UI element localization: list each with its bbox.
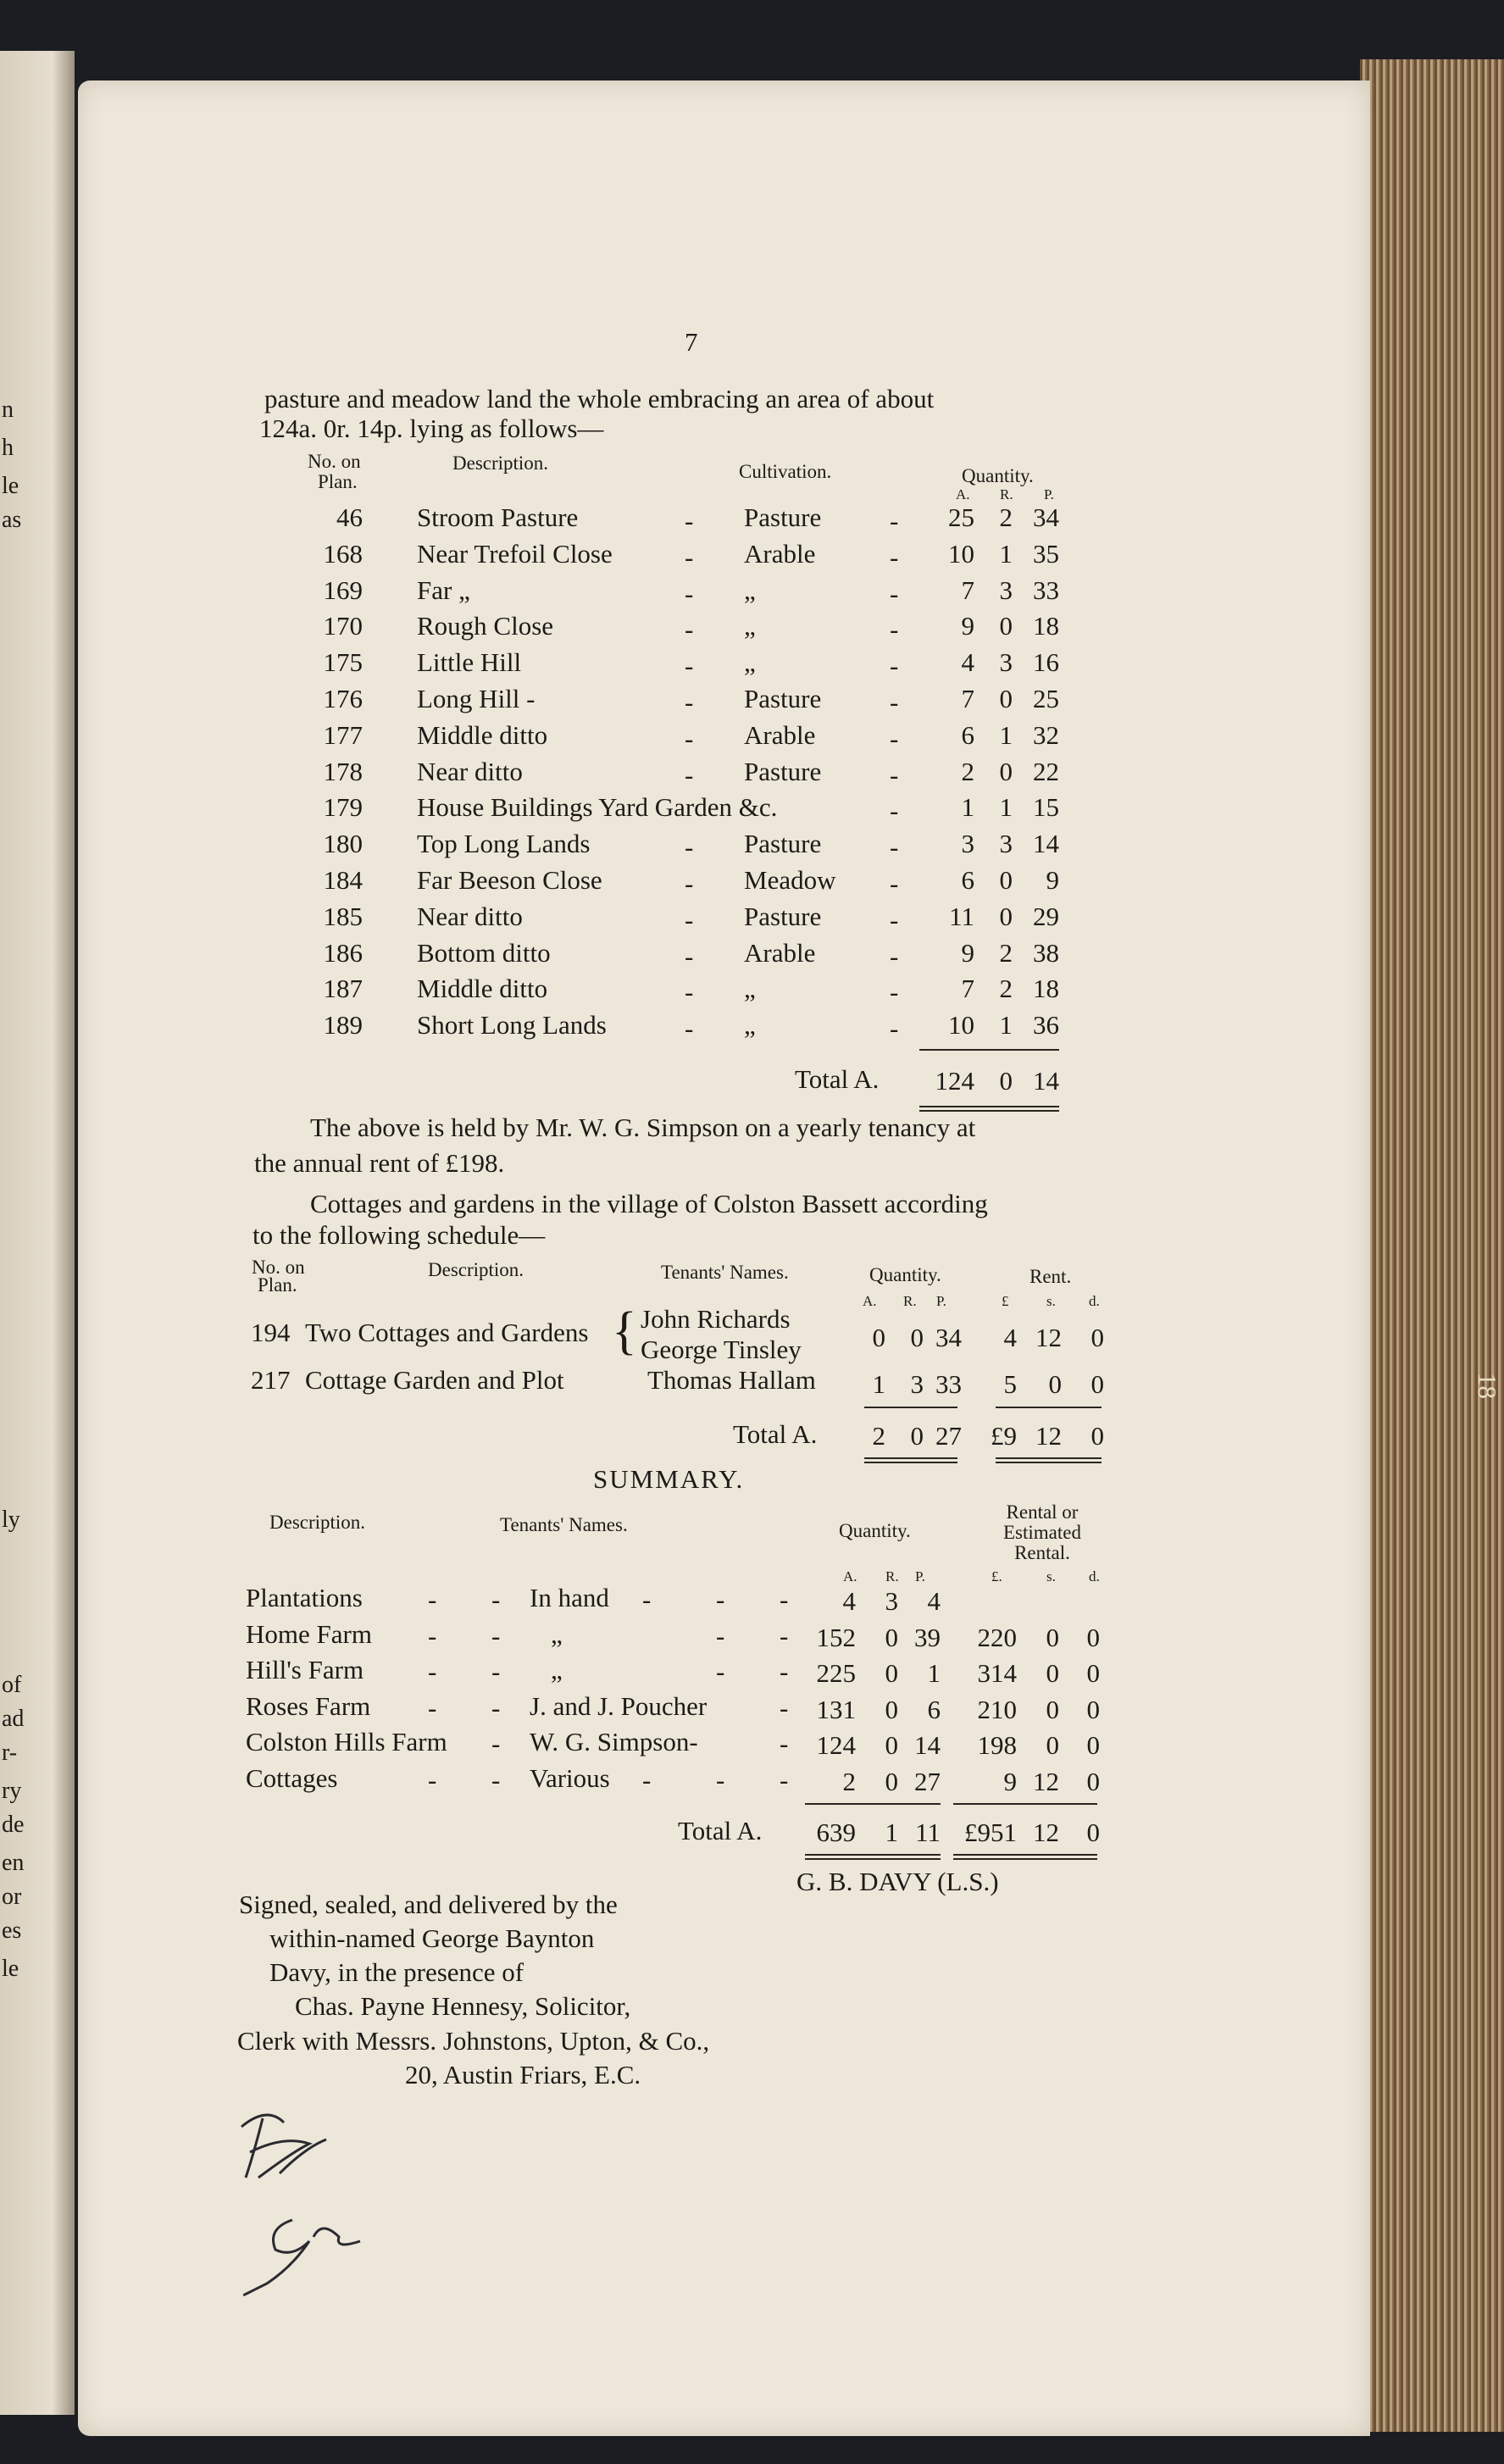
leader-dash: - <box>890 1013 899 1044</box>
rent-pounds: 5 <box>1003 1369 1017 1399</box>
qty-perches: 4 <box>927 1586 941 1616</box>
attestation-line: Signed, sealed, and delivered by the <box>239 1890 618 1919</box>
facing-page-text: r- <box>2 1740 18 1766</box>
header-s: s. <box>1046 1568 1056 1584</box>
description: Plantations <box>246 1583 363 1612</box>
qty-acres: 25 <box>948 502 974 532</box>
header-plan: Plan. <box>318 471 358 492</box>
qty-perches: 36 <box>1033 1010 1059 1041</box>
rent-pence: 0 <box>1086 1622 1100 1652</box>
leader-dash: - <box>780 1692 789 1723</box>
leader-dash: - <box>685 541 694 572</box>
facing-page-text: ly <box>2 1507 20 1533</box>
rent-pounds: 210 <box>977 1694 1017 1724</box>
leader-dash: - <box>491 1620 501 1651</box>
plan-number: 178 <box>323 756 363 786</box>
intro-line: pasture and meadow land the whole embracing an area of about <box>264 384 935 413</box>
seal-text: G. B. DAVY (L.S.) <box>796 1867 999 1896</box>
leader-dash: - <box>491 1729 501 1758</box>
cultivation: Arable <box>744 719 816 750</box>
description: Cottages <box>246 1762 338 1793</box>
leader-dash: - <box>890 941 899 971</box>
facing-page-text: le <box>2 473 19 499</box>
qty-acres: 7 <box>961 974 974 1004</box>
description: Home Farm <box>246 1618 372 1649</box>
description: House Buildings Yard Garden &c. <box>417 792 778 823</box>
qty-acres: 7 <box>961 574 974 605</box>
description: Top Long Lands <box>417 829 591 859</box>
qty-perches: 29 <box>1033 901 1059 931</box>
rent-pounds: 4 <box>1003 1323 1017 1352</box>
description: Two Cottages and Gardens <box>305 1318 589 1347</box>
qty-acres: 6 <box>961 865 974 895</box>
leader-dash: - <box>685 1013 694 1044</box>
leader-dash: - <box>685 578 694 608</box>
leader-dash: - <box>890 614 899 645</box>
header-r: R. <box>885 1568 899 1584</box>
qty-acres: 131 <box>816 1694 856 1724</box>
total-roods: 0 <box>910 1421 924 1451</box>
leader-dash: - <box>428 1620 437 1651</box>
leader-dash: - <box>890 977 899 1007</box>
rent-pence: 0 <box>1091 1323 1104 1352</box>
total-perches: 14 <box>1033 1066 1059 1096</box>
header-p: P. <box>915 1568 925 1584</box>
qty-perches: 39 <box>914 1622 941 1652</box>
attestation-line: 20, Austin Friars, E.C. <box>405 2060 641 2089</box>
leader-dash: - <box>428 1764 437 1795</box>
leader-dash: - <box>642 1764 652 1795</box>
leader-dash: - <box>491 1657 501 1686</box>
leader-dash: - <box>780 1657 789 1686</box>
leader-dash: - <box>890 759 899 790</box>
leader-dash: - <box>890 687 899 717</box>
qty-acres: 4 <box>842 1586 856 1616</box>
plan-number: 186 <box>323 937 363 968</box>
leader-dash: - <box>716 1764 725 1795</box>
header-p: P. <box>1044 486 1054 502</box>
plan-number: 180 <box>323 829 363 859</box>
plan-number: 168 <box>323 538 363 569</box>
rent-pounds: 9 <box>1003 1766 1017 1796</box>
leader-dash: - <box>685 651 694 681</box>
header-p: P. <box>936 1293 946 1309</box>
tenant-name: „ <box>551 1618 563 1649</box>
qty-roods: 0 <box>999 611 1013 641</box>
attestation-line: Davy, in the presence of <box>269 1957 524 1987</box>
qty-acres: 9 <box>961 937 974 968</box>
cultivation: „ <box>744 611 756 641</box>
leader-dash: - <box>780 1584 789 1614</box>
description: Far Beeson Close <box>417 865 602 895</box>
rent-pence: 0 <box>1086 1658 1100 1688</box>
qty-perches: 22 <box>1033 756 1059 786</box>
rule <box>953 1803 1097 1805</box>
page-edges <box>1360 59 1504 2432</box>
leader-dash: - <box>890 506 899 536</box>
leader-dash: - <box>642 1584 652 1614</box>
description: Cottage Garden and Plot <box>305 1365 564 1395</box>
cultivation: Pasture <box>744 829 822 859</box>
qty-roods: 1 <box>999 538 1013 569</box>
total-label: Total A. <box>795 1064 880 1094</box>
qty-acres: 6 <box>961 719 974 750</box>
qty-perches: 27 <box>914 1766 941 1796</box>
qty-roods: 3 <box>999 647 1013 678</box>
tenant-name: J. and J. Poucher <box>530 1690 708 1721</box>
qty-acres: 225 <box>816 1658 856 1688</box>
leader-dash: - <box>890 869 899 898</box>
leader-dash: - <box>491 1764 501 1795</box>
description: Near ditto <box>417 756 523 786</box>
plan-number: 175 <box>323 647 363 678</box>
leader-dash: - <box>428 1692 437 1723</box>
header-rent: Rent. <box>1029 1266 1072 1287</box>
qty-roods: 3 <box>999 574 1013 605</box>
header-cultivation: Cultivation. <box>739 461 832 482</box>
leader-dash: - <box>685 977 694 1007</box>
qty-acres: 11 <box>949 901 974 931</box>
cultivation: „ <box>744 574 756 605</box>
qty-acres: 10 <box>948 538 974 569</box>
qty-roods: 1 <box>999 1010 1013 1041</box>
facing-page-text: ad <box>2 1706 25 1732</box>
rule <box>805 1854 941 1860</box>
tenant-name: „ <box>551 1655 563 1684</box>
qty-roods: 0 <box>885 1622 898 1652</box>
header-a: A. <box>956 486 970 502</box>
qty-perches: 34 <box>935 1323 962 1352</box>
cultivation: Arable <box>744 538 816 569</box>
rule <box>919 1049 1059 1051</box>
total-acres: 124 <box>935 1066 974 1096</box>
qty-roods: 0 <box>885 1694 898 1724</box>
intro-line: 124a. 0r. 14p. lying as follows— <box>259 413 604 443</box>
qty-roods: 0 <box>885 1658 898 1688</box>
qty-perches: 18 <box>1033 974 1059 1004</box>
total-acres: 2 <box>872 1421 885 1451</box>
description: Little Hill <box>417 647 522 678</box>
qty-perches: 32 <box>1033 719 1059 750</box>
description: Bottom ditto <box>417 937 551 968</box>
qty-acres: 152 <box>816 1622 856 1652</box>
plan-number: 177 <box>323 719 363 750</box>
qty-perches: 33 <box>935 1369 962 1399</box>
qty-acres: 0 <box>872 1323 885 1352</box>
rent-pounds: 314 <box>977 1658 1017 1688</box>
tenancy-line: the annual rent of £198. <box>254 1148 505 1178</box>
qty-perches: 35 <box>1033 538 1059 569</box>
plan-number: 185 <box>323 901 363 931</box>
qty-roods: 1 <box>999 792 1013 823</box>
description: Near ditto <box>417 901 523 931</box>
cultivation: Pasture <box>744 502 822 532</box>
description: Far „ <box>417 574 470 605</box>
qty-perches: 14 <box>914 1730 941 1760</box>
leader-dash: - <box>890 578 899 608</box>
attestation-line: within-named George Baynton <box>269 1923 595 1953</box>
qty-roods: 1 <box>999 719 1013 750</box>
rule <box>864 1407 957 1408</box>
header-rental: Rental or <box>1006 1501 1079 1523</box>
facing-page-text: de <box>2 1812 25 1838</box>
attestation-line: Clerk with Messrs. Johnstons, Upton, & Co., <box>237 2026 710 2056</box>
qty-roods: 0 <box>999 756 1013 786</box>
cottages-line: Cottages and gardens in the village of Colston Bassett according <box>310 1189 988 1218</box>
description: Rough Close <box>417 611 554 641</box>
header-description: Description. <box>428 1259 524 1280</box>
qty-acres: 9 <box>961 611 974 641</box>
description: Near Trefoil Close <box>417 538 613 569</box>
rent-shillings: 0 <box>1046 1658 1059 1688</box>
spine-label: 18 <box>1473 1373 1502 1399</box>
cottages-line: to the following schedule— <box>253 1220 546 1250</box>
plan-number: 189 <box>323 1010 363 1041</box>
leader-dash: - <box>491 1692 501 1723</box>
total-pence: 0 <box>1086 1817 1100 1847</box>
qty-perches: 1 <box>927 1658 941 1688</box>
cultivation: Pasture <box>744 901 822 931</box>
qty-roods: 0 <box>999 865 1013 895</box>
rent-pounds: 220 <box>977 1622 1017 1652</box>
total-pounds: £951 <box>964 1817 1017 1847</box>
left-brace: { <box>612 1302 637 1360</box>
qty-roods: 3 <box>999 829 1013 859</box>
total-label: Total A. <box>678 1816 763 1845</box>
qty-perches: 38 <box>1033 937 1059 968</box>
leader-dash: - <box>491 1584 501 1614</box>
tenant-name: Various <box>530 1762 610 1793</box>
header-description: Description. <box>452 452 549 474</box>
plan-number: 187 <box>323 974 363 1004</box>
header-rental: Rental. <box>1014 1542 1070 1563</box>
leader-dash: - <box>890 723 899 753</box>
rule <box>805 1803 941 1805</box>
tenant-name: In hand <box>530 1583 609 1612</box>
rent-shillings: 0 <box>1048 1369 1062 1399</box>
rent-pence: 0 <box>1086 1766 1100 1796</box>
leader-dash: - <box>890 541 899 572</box>
qty-perches: 15 <box>1033 792 1059 823</box>
rent-shillings: 0 <box>1046 1622 1059 1652</box>
leader-dash: - <box>428 1584 437 1614</box>
plan-number: 194 <box>251 1318 291 1347</box>
qty-roods: 2 <box>999 974 1013 1004</box>
handwritten-initials <box>229 2101 373 2305</box>
cultivation: „ <box>744 974 756 1004</box>
leader-dash: - <box>890 796 899 826</box>
description: Long Hill - <box>417 684 536 713</box>
header-pounds: £. <box>991 1568 1002 1584</box>
leader-dash: - <box>716 1584 725 1614</box>
facing-page-text: as <box>2 507 22 533</box>
header-a: A. <box>843 1568 857 1584</box>
header-pounds: £ <box>1002 1293 1009 1309</box>
rule <box>996 1457 1102 1463</box>
description: Middle ditto <box>417 719 548 750</box>
leader-dash: - <box>780 1729 789 1758</box>
description: Middle ditto <box>417 974 548 1004</box>
facing-page-text: h <box>2 435 14 461</box>
qty-perches: 9 <box>1046 865 1059 895</box>
leader-dash: - <box>685 832 694 863</box>
qty-acres: 7 <box>961 684 974 713</box>
header-quantity: Quantity. <box>869 1264 941 1285</box>
header-d: d. <box>1089 1293 1100 1309</box>
leader-dash: - <box>685 759 694 790</box>
rent-shillings: 0 <box>1046 1694 1059 1724</box>
leader-dash: - <box>890 832 899 863</box>
facing-page-text: le <box>2 1956 19 1982</box>
tenant-name: W. G. Simpson- <box>530 1727 698 1756</box>
cultivation: Pasture <box>744 756 822 786</box>
qty-perches: 14 <box>1033 829 1059 859</box>
qty-roods: 0 <box>885 1766 898 1796</box>
leader-dash: - <box>716 1620 725 1651</box>
header-tenants: Tenants' Names. <box>500 1514 628 1535</box>
description: Hill's Farm <box>246 1655 364 1684</box>
cultivation: Pasture <box>744 684 822 713</box>
tenancy-line: The above is held by Mr. W. G. Simpson on a yearly tenancy at <box>310 1113 976 1142</box>
header-r: R. <box>903 1293 917 1309</box>
cultivation: „ <box>744 647 756 678</box>
leader-dash: - <box>780 1620 789 1651</box>
rent-shillings: 0 <box>1046 1730 1059 1760</box>
leader-dash: - <box>685 506 694 536</box>
header-quantity: Quantity. <box>839 1520 911 1541</box>
header-plan: Plan. <box>258 1274 297 1296</box>
cultivation: Arable <box>744 937 816 968</box>
cultivation: „ <box>744 1010 756 1041</box>
leader-dash: - <box>890 904 899 935</box>
description: Colston Hills Farm <box>246 1727 447 1756</box>
header-tenants: Tenants' Names. <box>661 1262 789 1283</box>
rent-shillings: 12 <box>1033 1766 1059 1796</box>
tenant-name: John Richards <box>641 1304 791 1334</box>
attestation-line: Chas. Payne Hennesy, Solicitor, <box>295 1991 631 2021</box>
total-perches: 11 <box>915 1817 941 1847</box>
plan-number: 217 <box>251 1365 291 1395</box>
qty-roods: 0 <box>910 1323 924 1352</box>
header-no: No. on <box>308 451 361 472</box>
facing-page-text: en <box>2 1850 25 1876</box>
facing-page-text: or <box>2 1884 22 1910</box>
header-r: R. <box>1000 486 1013 502</box>
qty-perches: 34 <box>1033 502 1059 532</box>
facing-page-text: of <box>2 1672 22 1698</box>
summary-title: SUMMARY. <box>593 1464 745 1494</box>
header-a: A. <box>863 1293 877 1309</box>
facing-page-text: n <box>2 397 14 423</box>
total-pence: 0 <box>1091 1421 1104 1451</box>
facing-page-text: es <box>2 1917 22 1944</box>
qty-roods: 2 <box>999 937 1013 968</box>
qty-roods: 2 <box>999 502 1013 532</box>
total-acres: 639 <box>816 1817 856 1847</box>
total-pounds: £9 <box>991 1421 1017 1451</box>
plan-number: 170 <box>323 611 363 641</box>
total-shillings: 12 <box>1033 1817 1059 1847</box>
qty-roods: 0 <box>999 901 1013 931</box>
total-perches: 27 <box>935 1421 962 1451</box>
leader-dash: - <box>716 1657 725 1686</box>
description: Stroom Pasture <box>417 502 579 532</box>
total-roods: 0 <box>999 1066 1013 1096</box>
leader-dash: - <box>685 723 694 753</box>
total-roods: 1 <box>885 1817 898 1847</box>
header-no: No. on <box>252 1257 305 1278</box>
rule <box>919 1106 1059 1112</box>
cultivation: Meadow <box>744 865 836 895</box>
rule <box>864 1457 957 1463</box>
qty-perches: 18 <box>1033 611 1059 641</box>
qty-acres: 10 <box>948 1010 974 1041</box>
qty-acres: 1 <box>961 792 974 823</box>
total-shillings: 12 <box>1035 1421 1062 1451</box>
leader-dash: - <box>780 1764 789 1795</box>
qty-acres: 2 <box>842 1766 856 1796</box>
qty-acres: 124 <box>816 1730 856 1760</box>
plan-number: 176 <box>323 684 363 713</box>
plan-number: 179 <box>323 792 363 823</box>
header-s: s. <box>1046 1293 1056 1309</box>
leader-dash: - <box>685 904 694 935</box>
rule <box>996 1407 1102 1408</box>
leader-dash: - <box>685 687 694 717</box>
qty-perches: 25 <box>1033 684 1059 713</box>
leader-dash: - <box>685 869 694 898</box>
qty-roods: 0 <box>885 1730 898 1760</box>
qty-acres: 4 <box>961 647 974 678</box>
total-label: Total A. <box>733 1419 818 1449</box>
rule <box>953 1854 1097 1860</box>
qty-perches: 33 <box>1033 574 1059 605</box>
plan-number: 184 <box>323 865 363 895</box>
leader-dash: - <box>428 1657 437 1686</box>
qty-perches: 6 <box>927 1694 941 1724</box>
qty-roods: 0 <box>999 684 1013 713</box>
leader-dash: - <box>685 941 694 971</box>
rent-pence: 0 <box>1086 1730 1100 1760</box>
page-number: 7 <box>685 327 698 357</box>
rent-pence: 0 <box>1086 1694 1100 1724</box>
leader-dash: - <box>685 614 694 645</box>
rent-pounds: 198 <box>977 1730 1017 1760</box>
description: Short Long Lands <box>417 1010 607 1041</box>
header-quantity: Quantity. <box>962 465 1034 486</box>
description: Roses Farm <box>246 1690 371 1721</box>
leader-dash: - <box>890 651 899 681</box>
plan-number: 46 <box>336 502 363 532</box>
qty-roods: 3 <box>885 1586 898 1616</box>
header-rental: Estimated <box>1003 1522 1081 1543</box>
rent-shillings: 12 <box>1035 1323 1062 1352</box>
qty-acres: 2 <box>961 756 974 786</box>
qty-acres: 1 <box>872 1369 885 1399</box>
qty-roods: 3 <box>910 1369 924 1399</box>
header-d: d. <box>1089 1568 1100 1584</box>
qty-perches: 16 <box>1033 647 1059 678</box>
tenant-name: George Tinsley <box>641 1335 802 1364</box>
facing-page-text: ry <box>2 1778 22 1804</box>
qty-acres: 3 <box>961 829 974 859</box>
rent-pence: 0 <box>1091 1369 1104 1399</box>
tenant-name: Thomas Hallam <box>647 1365 816 1395</box>
plan-number: 169 <box>323 574 363 605</box>
header-description: Description. <box>269 1512 366 1533</box>
